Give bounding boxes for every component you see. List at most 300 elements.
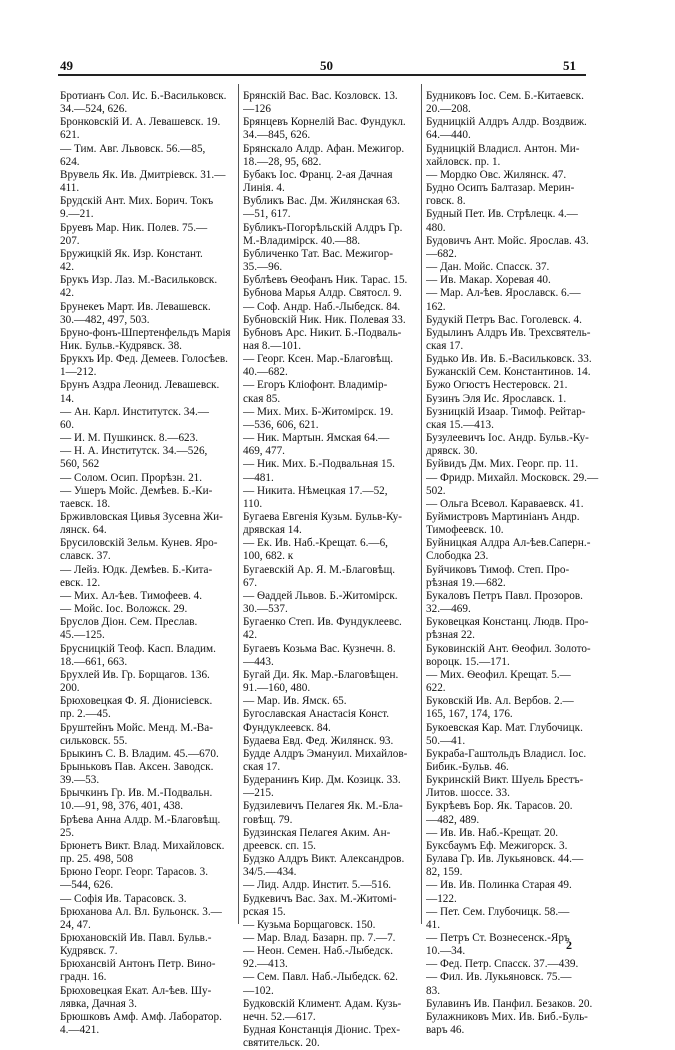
entry-line: Брюнетъ Викт. Влад. Михайловск. <box>60 839 225 852</box>
entry-line: ская 15.—413. <box>426 418 494 431</box>
entry-line: — Ольга Всевол. Караваевск. 41. <box>426 497 584 510</box>
entry-line: — Сем. Павл. Наб.-Лыбедск. 62. <box>243 971 398 984</box>
entry-line: 200. <box>60 682 80 695</box>
entry-line: Бужанскій Сем. Константинов. 14. <box>426 366 591 379</box>
column-divider <box>238 84 239 924</box>
directory-entry <box>243 248 421 274</box>
entry-line: дреевск. сп. 15. <box>243 839 316 852</box>
directory-entry <box>60 866 238 892</box>
entry-line: —215. <box>243 787 274 800</box>
entry-line: Бугай Ди. Як. Мар.-Благовѣщен. <box>243 668 399 681</box>
entry-line: 20.—208. <box>426 103 471 116</box>
entry-line: — Мар. Ал-ѣев. Ярославск. 6.— <box>426 287 581 300</box>
directory-entry <box>243 932 421 945</box>
entry-line: Брянскій Вас. Вас. Козловск. 13. <box>243 90 398 102</box>
directory-entry <box>243 485 421 511</box>
directory-entry <box>426 366 604 379</box>
directory-entry <box>243 853 421 879</box>
entry-line: Бугаевъ Козьма Вас. Кузнечн. 8. <box>243 642 396 655</box>
directory-entry <box>243 643 421 669</box>
entry-line: Будде Алдръ Эмануил. Михайлов- <box>243 747 408 760</box>
directory-entry <box>60 564 238 590</box>
entry-line: 18.—661, 663. <box>60 655 128 668</box>
entry-line: евск. 12. <box>60 576 101 589</box>
entry-line: святительск. 20. <box>243 1037 320 1050</box>
entry-line: —682. <box>426 247 457 260</box>
entry-line: 25. <box>60 826 74 839</box>
directory-entry <box>60 814 238 840</box>
entry-line: — Егоръ Кліофонт. Владимір- <box>243 379 388 392</box>
directory-entry <box>60 695 238 721</box>
directory-entry <box>243 669 421 695</box>
entry-line: Брюхановскій Ив. Павл. Бульв.- <box>60 932 212 944</box>
entry-line: — Пет. Сем. Глубочицк. 58.— <box>426 905 570 918</box>
entry-line: Буйчиковъ Тимоф. Степ. Про- <box>426 563 570 576</box>
entry-line: — Ан. Карл. Институтск. 34.— <box>60 405 209 418</box>
entry-line: Будовичъ Ант. Мойс. Ярослав. 43. <box>426 234 589 247</box>
directory-entry <box>426 511 604 537</box>
entry-line: 207. <box>60 234 80 247</box>
entry-line: ская 17. <box>243 760 281 773</box>
entry-line: — Фед. Петр. Спасск. 37.—439. <box>426 958 579 971</box>
entry-line: Бронковскій И. А. Левашевск. 19. <box>60 116 221 129</box>
entry-line: — Солом. Осип. Прорѣзн. 21. <box>60 471 203 484</box>
directory-entry <box>426 169 604 182</box>
entry-line: — Дан. Мойс. Спасск. 37. <box>426 261 550 274</box>
directory-entry <box>426 879 604 905</box>
entry-line: 18.—28, 95, 682. <box>243 155 322 168</box>
directory-entry <box>426 90 604 116</box>
directory-entry <box>60 985 238 1011</box>
directory-entry <box>426 182 604 208</box>
directory-entry <box>60 353 238 379</box>
entry-line: — Ив. Ив. Полинка Старая 49. <box>426 879 572 892</box>
directory-entry <box>60 485 238 511</box>
directory-entry <box>426 208 604 234</box>
entry-line: 162. <box>426 300 446 313</box>
entry-line: —482, 489. <box>426 813 480 826</box>
entry-line: Брюховецкая Екат. Ал-ѣев. Шу- <box>60 984 212 997</box>
directory-entry <box>243 169 421 195</box>
entry-line: Буковецкая Констанц. Людв. Про- <box>426 616 589 629</box>
entry-line: Бружицкій Як. Изр. Констант. <box>60 247 203 260</box>
entry-line: 411. <box>60 182 80 195</box>
directory-entry <box>426 906 604 932</box>
directory-entry <box>243 695 421 708</box>
directory-entry <box>426 958 604 971</box>
entry-line: рѣзная 19.—682. <box>426 576 506 589</box>
entry-line: Булава Гр. Ив. Лукьяновск. 44.— <box>426 853 584 866</box>
entry-line: дрявская 14. <box>243 524 302 537</box>
directory-entry <box>243 406 421 432</box>
entry-line: таевск. 18. <box>60 497 111 510</box>
entry-line: Будаева Евд. Фед. Жилянск. 93. <box>243 734 394 747</box>
entry-line: Будная Констанція Діонис. Трех- <box>243 1024 401 1037</box>
directory-entry <box>60 143 238 169</box>
entry-line: Бубакъ Іос. Франц. 2-ая Дачная <box>243 168 393 181</box>
directory-entry <box>243 616 421 642</box>
entry-line: —126 <box>243 103 271 116</box>
entry-line: Булавинъ Ив. Панфил. Безаков. 20. <box>426 997 593 1010</box>
entry-line: ная 8.—101. <box>243 339 302 352</box>
entry-line: — Соф. Андр. Наб.-Лыбедск. 84. <box>243 300 401 313</box>
entry-line: Вубликъ Вас. Дм. Жилянская 63. <box>243 195 400 208</box>
entry-line: Брудскій Ант. Мих. Борич. Токъ <box>60 195 214 208</box>
entry-line: М.-Владимірск. 40.—88. <box>243 234 361 247</box>
entry-line: Букрaба-Гаштольдъ Владисл. Іос. <box>426 747 587 760</box>
entry-line: Ник. Бульв.-Кудрявск. 38. <box>60 339 182 352</box>
directory-entry <box>243 998 421 1024</box>
directory-entry <box>243 90 421 116</box>
directory-entry <box>60 537 238 563</box>
directory-entry <box>60 906 238 932</box>
entry-line: Будно Осипъ Балтазар. Мерин- <box>426 182 575 195</box>
directory-entry <box>60 643 238 669</box>
entry-line: —102. <box>243 984 274 997</box>
entry-line: —544, 626. <box>60 879 114 892</box>
entry-line: 41. <box>426 918 440 931</box>
entry-line: — Ушеръ Мойс. Демѣев. Б.-Ки- <box>60 484 213 497</box>
directory-entry <box>426 498 604 511</box>
entry-line: 100, 682. к <box>243 550 294 563</box>
entry-line: Брюшковъ Амф. Амф. Лаборатор. <box>60 1010 222 1023</box>
entry-line: — Неон. Семен. Наб.-Лыбедск. <box>243 945 394 958</box>
entry-line: 622. <box>426 682 446 695</box>
directory-entry <box>426 616 604 642</box>
entry-line: Букринскій Викт. Шуель Брестъ- <box>426 774 584 787</box>
entry-line: Будницкій Владисл. Антон. Ми- <box>426 142 580 155</box>
entry-line: Будукій Петръ Вас. Гоголевск. 4. <box>426 313 582 326</box>
directory-entry <box>426 722 604 748</box>
entry-line: —443. <box>243 655 274 668</box>
directory-entry <box>60 379 238 405</box>
entry-line: Бубновскій Ник. Ник. Полевая 33. <box>243 313 406 326</box>
entry-line: — Мар. Ив. Ямск. 65. <box>243 695 347 708</box>
directory-entry <box>60 406 238 432</box>
directory-entry <box>60 274 238 300</box>
entry-line: Бузницкій Изаар. Тимоф. Рейтар- <box>426 405 586 418</box>
entry-line: Брунекеъ Март. Ив. Левашевск. <box>60 300 211 313</box>
directory-entry <box>426 143 604 169</box>
signature-mark: 2 <box>566 938 572 952</box>
directory-entry <box>243 432 421 458</box>
directory-entry <box>426 840 604 853</box>
entry-line: —51, 617. <box>243 208 291 221</box>
entry-line: Бубновъ Арс. Никит. Б.-Подваль- <box>243 326 402 339</box>
entry-line: Брукъ Изр. Лаз. М.-Васильковск. <box>60 274 218 287</box>
entry-line: Брживловская Цивья Зусевна Жи- <box>60 511 223 523</box>
directory-entry <box>60 932 238 958</box>
directory-entry <box>60 840 238 866</box>
entry-line: 469, 477. <box>243 445 285 458</box>
directory-entry <box>426 1011 604 1037</box>
directory-entry <box>426 314 604 327</box>
entry-line: Брыньковъ Пав. Аксен. Заводск. <box>60 760 214 773</box>
directory-entry <box>426 971 604 997</box>
entry-line: Брычкинъ Гр. Ив. М.-Подвальн. <box>60 787 213 800</box>
directory-entry <box>60 511 238 537</box>
directory-entry <box>60 669 238 695</box>
directory-entry <box>243 971 421 997</box>
directory-entry <box>60 958 238 984</box>
entry-line: Бугаевскій Ар. Я. М.-Благовѣщ. <box>243 563 396 576</box>
entry-line: Бугаенко Степ. Ив. Фундуклеевс. <box>243 616 402 629</box>
entry-line: — Ив. Ив. Наб.-Крещат. 20. <box>426 826 559 839</box>
entry-line: 4.—421. <box>60 1024 100 1037</box>
entry-line: — Кузьма Борщаговск. 150. <box>243 918 376 931</box>
entry-line: — Ив. Макар. Хоревая 40. <box>426 274 551 287</box>
entry-line: Бугославская Анастасія Конст. <box>243 708 390 721</box>
entry-line: Брюханова Ал. Вл. Бульонск. 3.— <box>60 905 222 918</box>
entry-line: 1—212. <box>60 366 97 379</box>
directory-entry <box>243 274 421 287</box>
entry-line: — Н. А. Институтск. 34.—526, <box>60 445 208 458</box>
entry-line: Будылинъ Алдръ Ив. Трехсвятель- <box>426 326 591 339</box>
column-divider <box>421 84 422 924</box>
entry-line: Литов. шоссе. 33. <box>426 787 510 800</box>
entry-line: Букрѣевъ Бор. Як. Тарасов. 20. <box>426 800 573 813</box>
entry-line: Будницкій Алдръ Алдр. Воздвиж. <box>426 116 587 129</box>
entry-line: — Мих. Мих. Б-Житомірск. 19. <box>243 405 394 418</box>
directory-entry <box>426 564 604 590</box>
directory-entry <box>426 261 604 274</box>
entry-line: Брюховецкая Ф. Я. Діонисіевск. <box>60 695 213 708</box>
directory-entry <box>426 235 604 261</box>
directory-entry <box>243 379 421 405</box>
directory-entry <box>426 748 604 774</box>
entry-line: — Фридр. Михайл. Московск. 29.— <box>426 471 599 484</box>
entry-line: градн. 16. <box>60 971 107 984</box>
entry-line: Бубнова Марья Алдр. Святосл. 9. <box>243 287 402 300</box>
directory-entry <box>60 893 238 906</box>
entry-line: Бузулеевичъ Іос. Андр. Бульв.-Ку- <box>426 432 589 445</box>
entry-line: Будзко Алдръ Викт. Александров. <box>243 853 405 866</box>
directory-entry <box>243 353 421 379</box>
entry-line: Буймистровъ Мартиніанъ Андр. <box>426 511 580 523</box>
directory-entry <box>60 722 238 748</box>
directory-entry <box>60 748 238 761</box>
entry-line: — Ник. Мартын. Ямская 64.— <box>243 432 390 445</box>
entry-line: рѣзная 22. <box>426 629 475 642</box>
directory-entry <box>243 735 421 748</box>
entry-line: 42. <box>243 629 257 642</box>
directory-entry <box>60 116 238 142</box>
entry-line: Брюно Георг. Георг. Тарасов. 3. <box>60 866 209 879</box>
entry-line: — Тим. Авг. Львовск. 56.—85, <box>60 142 206 155</box>
entry-line: Будкевичъ Вас. Зах. М.-Житомі- <box>243 892 397 905</box>
entry-line: хайловск. пр. 1. <box>426 155 501 168</box>
entry-line: 64.—440. <box>426 129 471 142</box>
entry-line: Булажниковъ Мих. Ив. Биб.-Буль- <box>426 1010 588 1023</box>
directory-entry <box>243 945 421 971</box>
entry-line: Слободка 23. <box>426 550 489 563</box>
entry-line: 35.—96. <box>243 261 283 274</box>
entry-line: — Ек. Ив. Наб.-Крещат. 6.—6, <box>243 537 388 550</box>
directory-entry <box>243 590 421 616</box>
directory-entry <box>426 669 604 695</box>
entry-line: Бруно-фонъ-Шпертенфельдъ Марія <box>60 326 231 339</box>
directory-entry <box>426 643 604 669</box>
entry-line: Букcбаумъ Еф. Межигорск. 3. <box>426 839 568 852</box>
entry-line: Бублѣевъ Ѳеофанъ Ник. Тарас. 15. <box>243 274 408 287</box>
entry-line: Буйвидъ Дм. Мих. Георг. пр. 11. <box>426 458 579 471</box>
entry-line: 34/5.—434. <box>243 866 297 879</box>
directory-entry <box>60 1011 238 1037</box>
entry-line: Брюхансвій Антонъ Петр. Вино- <box>60 958 216 971</box>
entry-line: нечн. 52.—617. <box>243 1010 316 1023</box>
entry-line: Кудрявск. 7. <box>60 945 118 958</box>
directory-entry <box>243 222 421 248</box>
directory-entry <box>426 853 604 879</box>
entry-line: Линія. 4. <box>243 182 285 195</box>
directory-entry <box>60 301 238 327</box>
directory-entry <box>426 774 604 800</box>
entry-line: — Лейз. Юдк. Демѣев. Б.-Кита- <box>60 563 213 576</box>
entry-line: Будзилевичъ Пелагея Як. М.-Бла- <box>243 800 403 813</box>
entry-line: 9.—21. <box>60 208 94 221</box>
entry-line: Брухлей Ив. Гр. Борщагов. 136. <box>60 668 210 681</box>
entry-line: Буйницкая Алдра Ал-ѣев.Саперн.- <box>426 537 591 550</box>
entry-line: говѣщ. 79. <box>243 813 293 826</box>
directory-entry <box>426 827 604 840</box>
entry-line: — И. М. Пушкинск. 8.—623. <box>60 432 199 445</box>
entry-line: 60. <box>60 418 74 431</box>
entry-line: Брукхъ Ир. Фед. Демеев. Голосѣев. <box>60 353 228 366</box>
entry-line: 10.—34. <box>426 945 466 958</box>
entry-line: 10.—91, 98, 376, 401, 438. <box>60 800 184 813</box>
directory-entry <box>426 379 604 392</box>
directory-entry <box>426 274 604 287</box>
column-right <box>426 90 604 1037</box>
entry-line: 502. <box>426 484 446 497</box>
directory-entry <box>426 116 604 142</box>
entry-line: Брянскало Алдр. Афан. Межигор. <box>243 142 405 155</box>
directory-entry <box>426 432 604 458</box>
column-middle <box>243 90 421 1050</box>
entry-line: 165, 167, 174, 176. <box>426 708 513 721</box>
entry-line: 45.—125. <box>60 629 105 642</box>
column-left <box>60 90 238 1037</box>
entry-line: Бугаева Евгенія Кузьм. Бульв-Ку- <box>243 511 403 523</box>
entry-line: Брыкинъ С. В. Владим. 45.—670. <box>60 747 219 760</box>
entry-line: 480. <box>426 221 446 234</box>
entry-line: 621. <box>60 129 80 142</box>
directory-entry <box>426 353 604 366</box>
entry-line: 42. <box>60 287 74 300</box>
directory-entry <box>243 195 421 221</box>
entry-line: —536, 606, 621. <box>243 418 319 431</box>
entry-line: Бибик.-Бульв. 46. <box>426 760 509 773</box>
directory-entry <box>60 327 238 353</box>
entry-line: Будзинская Пелагея Аким. Ан- <box>243 826 391 839</box>
entry-line: Тимофеевск. 10. <box>426 524 504 537</box>
entry-line: 40.—682. <box>243 366 288 379</box>
page-number-right: 51 <box>563 58 576 73</box>
entry-line: ская 85. <box>243 392 281 405</box>
directory-entry <box>243 564 421 590</box>
entry-line: 14. <box>60 392 74 405</box>
directory-entry <box>426 695 604 721</box>
entry-line: 82, 159. <box>426 866 463 879</box>
directory-entry <box>243 827 421 853</box>
entry-line: Фундуклеевск. 84. <box>243 721 331 734</box>
directory-entry <box>426 932 604 958</box>
entry-line: 92.—413. <box>243 958 288 971</box>
entry-line: 624. <box>60 155 80 168</box>
directory-entry <box>60 222 238 248</box>
entry-line: Буковскій Ив. Ал. Вербов. 2.— <box>426 695 574 708</box>
entry-line: Брѣева Анна Алдр. М.-Благовѣщ. <box>60 813 221 826</box>
entry-line: Бруштейнъ Мойс. Менд. М.-Ва- <box>60 721 213 734</box>
directory-entry <box>243 748 421 774</box>
entry-line: — Ник. Мих. Б.-Подвальная 15. <box>243 458 395 471</box>
directory-entry <box>243 708 421 734</box>
page-number-left: 49 <box>60 58 73 73</box>
directory-entry <box>60 248 238 274</box>
directory-entry <box>426 327 604 353</box>
entry-line: 34.—845, 626. <box>243 129 311 142</box>
header-rule <box>58 74 586 76</box>
directory-entry <box>243 537 421 563</box>
directory-entry <box>60 90 238 116</box>
entry-line: Бруевъ Мар. Ник. Полев. 75.— <box>60 221 208 234</box>
entry-line: лявка, Дачная 3. <box>60 997 137 1010</box>
directory-entry <box>243 879 421 892</box>
entry-line: 91.—160, 480. <box>243 682 311 695</box>
entry-line: — Петръ Ст. Вознесенск.-Яръ <box>426 932 570 944</box>
directory-entry <box>60 590 238 603</box>
entry-line: Брусницкій Теоф. Касп. Владим. <box>60 642 216 655</box>
entry-line: 560, 562 <box>60 458 100 471</box>
entry-line: Буковинскій Ант. Ѳеофил. Золото- <box>426 642 591 655</box>
directory-entry <box>60 432 238 445</box>
entry-line: Брянцевъ Корнелій Вас. Фундукл. <box>243 116 406 129</box>
entry-line: 34.—524, 626. <box>60 103 128 116</box>
entry-line: Букоевская Кар. Мат. Глубочицк. <box>426 721 583 734</box>
entry-line: — Георг. Ксен. Мар.-Благовѣщ. <box>243 353 394 366</box>
directory-entry <box>426 287 604 313</box>
entry-line: — Мих. Ал-ѣев. Тимофеев. 4. <box>60 589 203 602</box>
entry-line: —481. <box>243 471 274 484</box>
directory-entry <box>243 143 421 169</box>
directory-entry <box>426 537 604 563</box>
entry-line: лянск. 64. <box>60 524 107 537</box>
entry-line: 67. <box>243 576 257 589</box>
entry-line: дрявск. 30. <box>426 445 478 458</box>
entry-line: — Мар. Влад. Базарн. пр. 7.—7. <box>243 932 396 944</box>
entry-line: Бротианъ Сол. Ис. Б.-Васильковск. <box>60 90 227 102</box>
entry-line: — Лид. Алдр. Инстит. 5.—516. <box>243 879 392 892</box>
directory-entry <box>426 800 604 826</box>
directory-entry <box>60 787 238 813</box>
directory-entry <box>243 314 421 327</box>
page-number-center: 50 <box>320 58 333 73</box>
entry-line: — Софія Ив. Тарасовск. 3. <box>60 892 187 905</box>
directory-entry <box>426 458 604 471</box>
directory-entry <box>426 590 604 616</box>
entry-line: варъ 46. <box>426 1024 465 1037</box>
directory-entry <box>243 893 421 919</box>
entry-line: Бруслов Діон. Сем. Преслав. <box>60 616 198 629</box>
entry-line: рская 15. <box>243 905 286 918</box>
entry-line: Бубличенко Тат. Вас. Межигор- <box>243 247 393 260</box>
directory-entry <box>60 761 238 787</box>
directory-entry <box>243 919 421 932</box>
entry-line: — Мордко Овс. Жилянск. 47. <box>426 168 567 181</box>
entry-line: — Фил. Ив. Лукьяновск. 75.— <box>426 971 572 984</box>
directory-entry <box>60 472 238 485</box>
entry-line: Бузинъ Эля Ис. Ярославск. 1. <box>426 392 567 405</box>
